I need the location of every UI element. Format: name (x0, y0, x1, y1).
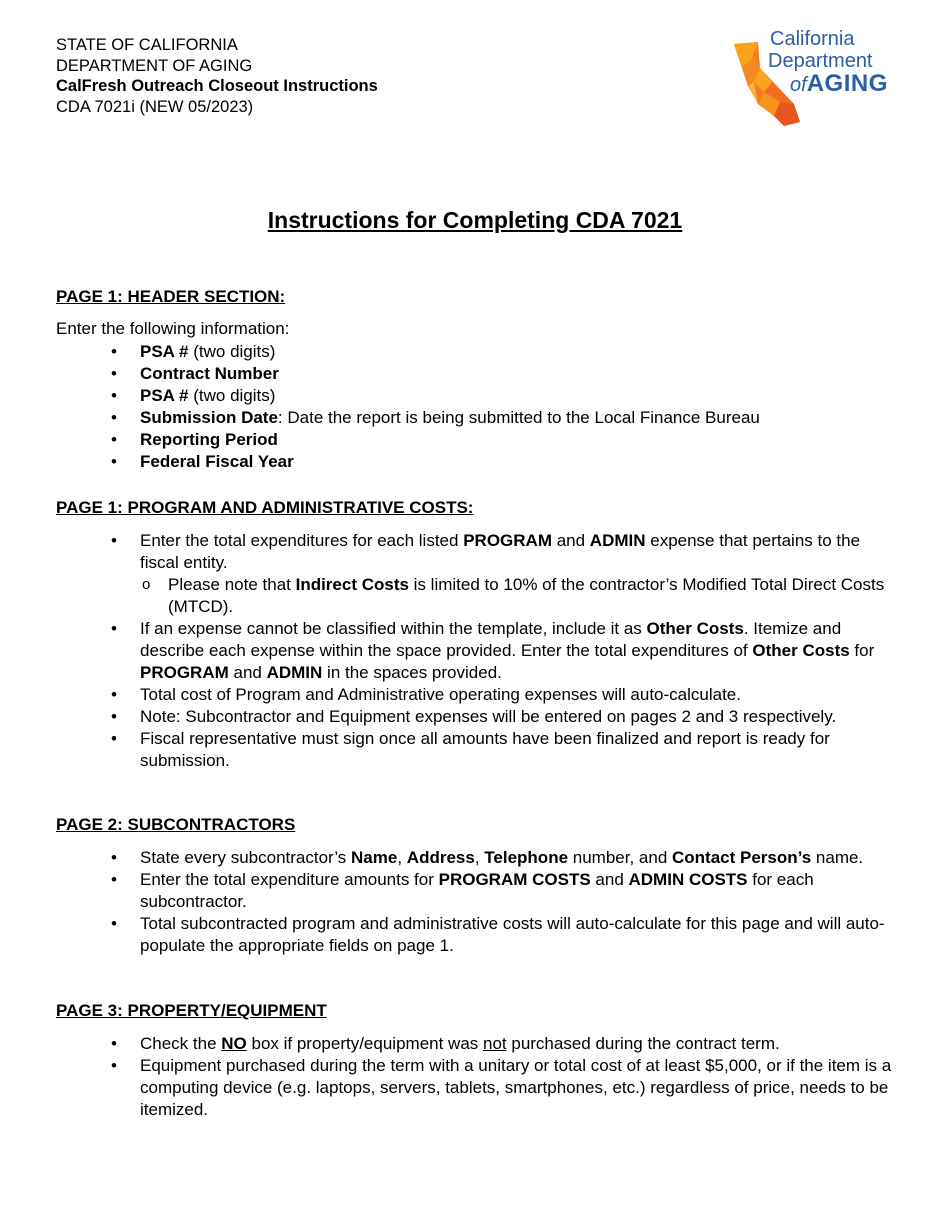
list-item (140, 385, 892, 407)
text: , (474, 848, 485, 867)
text-bold: Indirect Costs (295, 575, 409, 594)
logo-line-department: Department (768, 50, 873, 72)
section-equipment-heading: PAGE 3: PROPERTY/EQUIPMENT (56, 1001, 327, 1020)
item-bold: Submission Date (140, 408, 278, 427)
text: , (397, 848, 407, 867)
text: . Itemize and describe each expense within the space provided. Enter the total expenditures of (140, 619, 842, 660)
header-form-title: CalFresh Outreach Closeout Instructions (56, 77, 378, 95)
text-bold: Address (406, 848, 475, 867)
section-header-heading: PAGE 1: HEADER SECTION: (56, 287, 286, 306)
text-bold: ADMIN COSTS (628, 870, 748, 889)
item-text: (two digits) (188, 386, 276, 405)
text: Enter the total expenditures for each listed (140, 531, 464, 550)
item-bold: Reporting Period (140, 430, 278, 449)
section-costs-heading: PAGE 1: PROGRAM AND ADMINISTRATIVE COSTS: (56, 498, 474, 517)
document-title: Instructions for Completing CDA 7021 (267, 207, 683, 233)
text-bold: Other Costs (646, 619, 744, 638)
text-bold: PROGRAM (463, 531, 552, 550)
section-subcontractors-heading: PAGE 2: SUBCONTRACTORS (56, 815, 296, 834)
text-bold: Name (351, 848, 398, 867)
logo-line-aging (790, 70, 888, 98)
logo-of: of (790, 74, 807, 96)
item-bold: PSA # (140, 342, 189, 361)
text: expense that pertains to the fiscal entity. (140, 531, 861, 572)
list-item: • Equipment purchased during the term with a unitary or total cost of at least $5,000, or if the item is a computing device (e.g. laptops, servers, tablets, smartphones, etc.) regardless of price, needs to be itemized. (140, 1055, 892, 1121)
list-item: • Total subcontracted program and administrative costs will auto-calculate for this page and will auto-populate the appropriate fields on page 1. (140, 913, 892, 957)
header-form-number: CDA 7021i (NEW 05/2023) (56, 97, 254, 116)
text: number, and (568, 848, 672, 867)
list-item (140, 451, 892, 473)
list-item (140, 407, 892, 429)
text: and (228, 663, 267, 682)
logo-aging: AGING (806, 70, 888, 97)
text-underline: not (483, 1034, 507, 1053)
text: and (590, 870, 629, 889)
item-text: (two digits) (188, 342, 276, 361)
text: State every subcontractor’s (140, 848, 352, 867)
list-item (140, 341, 892, 363)
text-bold: Telephone (484, 848, 569, 867)
list-item (140, 869, 892, 913)
text-bold: ADMIN (589, 531, 646, 550)
header-fields-list (140, 341, 892, 473)
item-bold: Contract Number (140, 364, 279, 383)
text: in the spaces provided. (322, 663, 502, 682)
costs-list (140, 530, 892, 772)
text: name. (811, 848, 864, 867)
item-text: : Date the report is being submitted to the Local Finance Bureau (277, 408, 760, 427)
header-department: DEPARTMENT OF AGING (56, 56, 253, 75)
list-item (140, 363, 892, 385)
list-item (140, 429, 892, 451)
header-state: STATE OF CALIFORNIA (56, 36, 238, 54)
text: and (551, 531, 590, 550)
text: purchased during the contract term. (506, 1034, 780, 1053)
text-bold-underline: NO (221, 1034, 247, 1053)
text-bold: ADMIN (266, 663, 323, 682)
text: is limited to 10% of the contractor’s Modified Total Direct Costs (MTCD). (168, 575, 885, 616)
text-bold: PROGRAM (140, 663, 229, 682)
document-header (56, 35, 378, 117)
text: box if property/equipment was (246, 1034, 483, 1053)
item-bold: Federal Fiscal Year (140, 452, 294, 471)
text: If an expense cannot be classified within the template, include it as (140, 619, 647, 638)
list-item (140, 530, 892, 618)
text: for each subcontractor. (140, 870, 814, 911)
subcontractors-list (140, 847, 892, 957)
text: for (849, 641, 875, 660)
text: Please note that (168, 575, 296, 594)
list-item: • Fiscal representative must sign once all amounts have been finalized and report is ready for submission. (140, 728, 892, 772)
list-item (140, 618, 892, 684)
equipment-list (140, 1033, 892, 1121)
sub-list (140, 574, 892, 618)
sub-list-item (168, 574, 892, 618)
text-bold: Other Costs (752, 641, 850, 660)
list-item (140, 847, 892, 869)
text-bold: PROGRAM COSTS (438, 870, 591, 889)
text: Enter the total expenditure amounts for (140, 870, 439, 889)
list-item: • Note: Subcontractor and Equipment expenses will be entered on pages 2 and 3 respectively. (140, 706, 892, 728)
item-bold: PSA # (140, 386, 189, 405)
text: Check the (140, 1034, 222, 1053)
section-header-intro: Enter the following information: (56, 319, 290, 338)
text-bold: Contact Person’s (672, 848, 812, 867)
list-item: • Total cost of Program and Administrative operating expenses will auto-calculate. (140, 684, 892, 706)
list-item (140, 1033, 892, 1055)
logo-line-california: California (770, 28, 855, 50)
